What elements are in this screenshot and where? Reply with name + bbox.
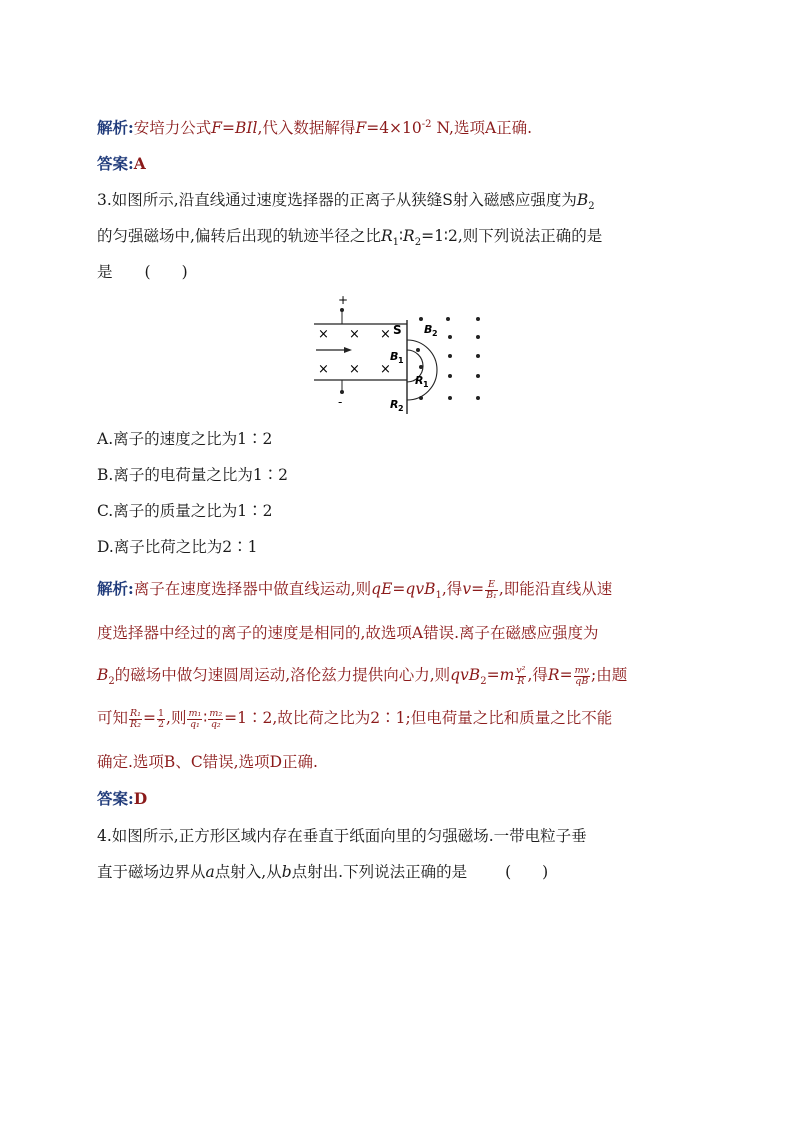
field-dot [476,374,480,378]
fraction: $\frac{E}{\text{B₁}}$ [486,578,497,601]
r2-sub: 2 [398,404,404,413]
fraction: $\frac{1}{2}$ [157,707,165,730]
cross-mark: × [349,327,360,342]
cross-mark: × [349,362,360,377]
r1-sub: 1 [423,380,429,389]
q3-analysis-line5: 确定.选项B、C错误,选项D正确. [97,753,318,771]
field-dot [446,317,450,321]
cross-mark: × [318,362,329,377]
field-dot [476,335,480,339]
cross-mark: × [318,327,329,342]
q4-stem-line1: 4.如图所示,正方形区域内存在垂直于纸面向里的匀强磁场.一带电粒子垂 [97,827,587,845]
q2-answer-line [97,154,146,174]
r1-label: R [415,374,424,387]
fraction: $\frac{\text{R₁}}{\text{R₂}}$ [130,707,141,730]
slit-label: S [393,323,402,337]
field-dot [448,396,452,400]
field-dot [416,348,420,352]
answer-label: 答案: [97,154,134,173]
b1-label: B [390,350,399,363]
b2-sub: 2 [432,329,438,338]
field-dot [419,317,423,321]
answer-blank: ( ) [505,863,549,881]
q3-stem-line1: 3.如图所示,沿直线通过速度选择器的正离子从狭缝S射入磁感应强度为$B_2$ [97,191,595,213]
diagram-svg [300,292,500,420]
fraction: $\frac{\text{v²}}{R}$ [516,664,526,687]
answer-value: D [133,789,148,808]
q3-analysis-line1: 解析:离子在速度选择器中做直线运动,则qE=qvB$_1$,得v= $\frac{E}{\text{B₁}}$ ,即能沿直线从速 [97,578,613,602]
option-d: D.离子比荷之比为2∶1 [97,538,258,556]
answer-label: 答案: [97,789,134,808]
option-a: A.离子的速度之比为1∶2 [97,430,273,448]
option-c: C.离子的质量之比为1∶2 [97,502,273,520]
answer-blank: ( ) [144,263,188,281]
velocity-selector-diagram [300,292,500,420]
minus-terminal-dot [340,390,344,394]
answer-value: A [133,154,146,173]
field-dot [419,365,423,369]
q3-analysis-line4: 可知 $\frac{\text{R₁}}{\text{R₂}}$ = $\frac{1}{2}$ ,则 $\frac{\text{m₁}}{\text{q₁}}$ ∶ $\frac{\text{m₂}}{\text{q₂}}$ =1∶2,故比荷之比为2∶1;但电荷量之比和质量之比不能 [97,707,613,730]
q2-analysis-line: 解析:安培力公式F=BIl,代入数据解得$F=4\times 10^{-2}$ N,选项A正确. [97,118,533,137]
minus-sign: - [338,395,343,409]
q3-analysis-line2: 度选择器中经过的离子的速度是相同的,故选项A错误.离子在磁感应强度为 [97,624,599,642]
analysis-label: 解析: [97,579,134,598]
field-dot [419,396,423,400]
field-dot [476,396,480,400]
field-dot [476,317,480,321]
q3-analysis-line3: $B_2$的磁场中做匀速圆周运动,洛伦兹力提供向心力,则qvB$_2$=m $\frac{\text{v²}}{R}$ ,得R= $\frac{mv}{qB}$ ;由题 [97,664,628,688]
field-dot [448,374,452,378]
field-dot [448,335,452,339]
q3-stem-line3: 是 ( ) [97,263,188,281]
b1-sub: 1 [398,356,404,365]
analysis-label: 解析: [97,118,134,137]
arrow-head [344,347,352,353]
q4-stem-line2: 直于磁场边界从a点射入,从b点射出.下列说法正确的是 ( ) [97,863,549,881]
b2-label: B [424,323,433,336]
r2-label: R [390,398,399,411]
fraction: $\frac{\text{m₁}}{\text{q₁}}$ [188,707,202,730]
q3-stem-line2: 的匀强磁场中,偏转后出现的轨迹半径之比$R_1∶R_2=1∶2$,则下列说法正确的是 [97,227,603,249]
fraction: $\frac{\text{m₂}}{\text{q₂}}$ [209,707,223,730]
plus-terminal-dot [340,308,344,312]
cross-mark: × [380,362,391,377]
option-b: B.离子的电荷量之比为1∶2 [97,466,289,484]
plus-sign: + [338,293,349,307]
cross-mark: × [380,327,391,342]
fraction: $\frac{mv}{qB}$ [574,664,589,687]
q3-answer-line [97,789,147,809]
field-dot [476,354,480,358]
field-dot [448,354,452,358]
